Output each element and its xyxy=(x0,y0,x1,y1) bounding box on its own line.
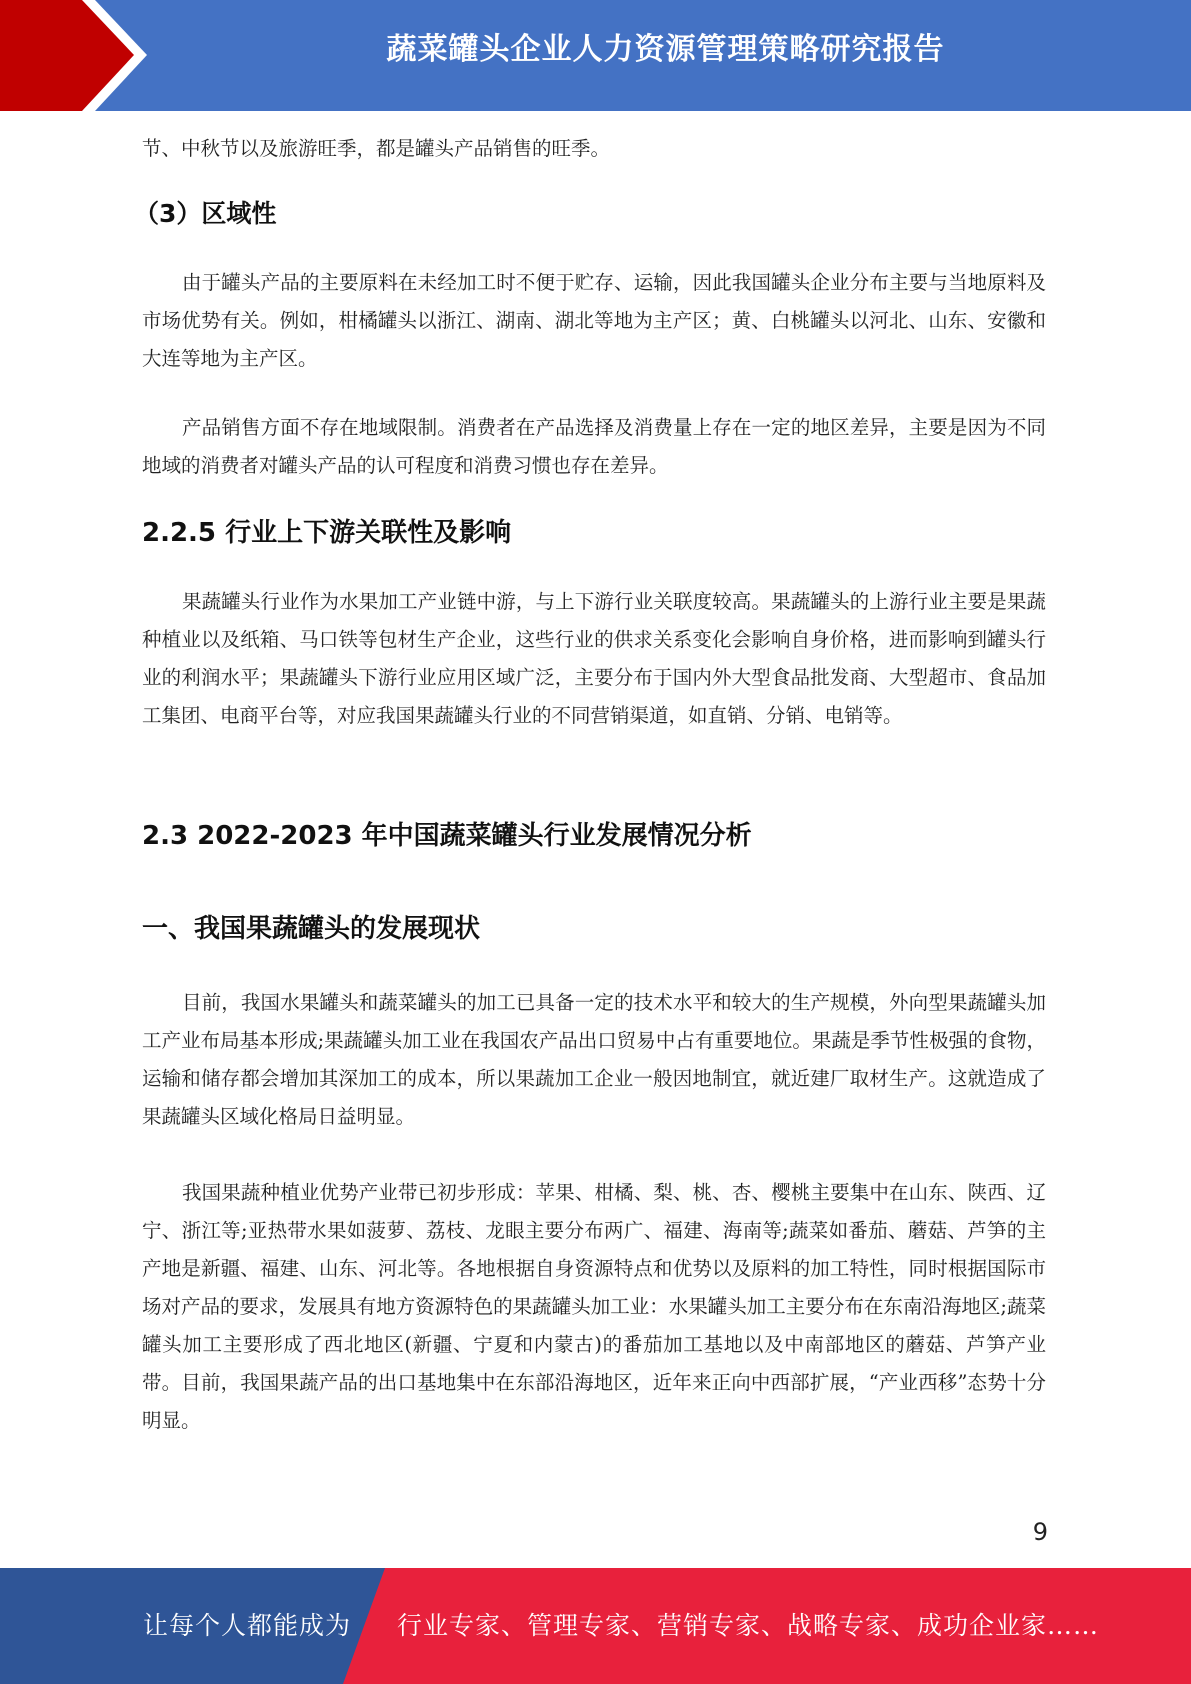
paragraph-industry-chain: 果蔬罐头行业作为水果加工产业链中游，与上下游行业关联度较高。果蔬罐头的上游行业主要是果蔬种植业以及纸箱、马口铁等包材生产企业，这些行业的供求关系变化会影响自身价格，进而影响到罐头行业的利润水平；果蔬罐头下游行业应用区域广泛，主要分布于国内外大型食品批发商、大型超市、食品加工集团、电商平台等，对应我国果蔬罐头行业的不同营销渠道，如直销、分销、电销等。 xyxy=(142,590,1046,727)
heading-regional: （3）区域性 xyxy=(134,199,277,228)
page-header xyxy=(0,0,1191,111)
heading-section-2-3: 2.3 2022-2023 年中国蔬菜罐头行业发展情况分析 xyxy=(142,821,752,851)
page-number: 9 xyxy=(1032,1518,1048,1546)
paragraph-regional-2: 产品销售方面不存在地域限制。消费者在产品选择及消费量上存在一定的地区差异，主要是因为不同地域的消费者对罐头产品的认可程度和消费习惯也存在差异。 xyxy=(142,416,1046,477)
footer-slogan-right: 行业专家、管理专家、营销专家、战略专家、成功企业家…… xyxy=(397,1611,1100,1640)
page-content xyxy=(134,130,1046,1440)
page-footer xyxy=(0,1568,1191,1684)
paragraph-regional-1: 由于罐头产品的主要原料在未经加工时不便于贮存、运输，因此我国罐头企业分布主要与当地原料及市场优势有关。例如，柑橘罐头以浙江、湖南、湖北等地为主产区；黄、白桃罐头以河北、山东、安徽和大连等地为主产区。 xyxy=(142,271,1046,370)
paragraph-status-1: 目前，我国水果罐头和蔬菜罐头的加工已具备一定的技术水平和较大的生产规模，外向型果蔬罐头加工产业布局基本形成;果蔬罐头加工业在我国农产品出口贸易中占有重要地位。果蔬是季节性极强的食物，运输和储存都会增加其深加工的成本，所以果蔬加工企业一般因地制宜，就近建厂取材生产。这就造成了果蔬罐头区域化格局日益明显。 xyxy=(142,991,1046,1128)
heading-section-2-2-5: 2.2.5 行业上下游关联性及影响 xyxy=(142,518,512,548)
continued-paragraph: 节、中秋节以及旅游旺季，都是罐头产品销售的旺季。 xyxy=(142,137,611,160)
heading-development-status: 一、我国果蔬罐头的发展现状 xyxy=(142,914,481,944)
paragraph-status-2: 我国果蔬种植业优势产业带已初步形成：苹果、柑橘、梨、桃、杏、樱桃主要集中在山东、陕西、辽宁、浙江等;亚热带水果如菠萝、荔枝、龙眼主要分布两广、福建、海南等;蔬菜如番茄、蘑菇、芦笋的主产地是新疆、福建、山东、河北等。各地根据自身资源特点和优势以及原料的加工特性，同时根据国际市场对产品的要求，发展具有地方资源特色的果蔬罐头加工业：水果罐头加工主要分布在东南沿海地区;蔬菜罐头加工主要形成了西北地区(新疆、宁夏和内蒙古)的番茄加工基地以及中南部地区的蘑菇、芦笋产业带。目前，我国果蔬产品的出口基地集中在东部沿海地区，近年来正向中西部扩展，“产业西移”态势十分明显。 xyxy=(142,1181,1046,1432)
footer-slogan-left: 让每个人都能成为 xyxy=(143,1611,352,1640)
report-title: 蔬菜罐头企业人力资源管理策略研究报告 xyxy=(386,32,945,67)
header-chevron-decoration xyxy=(0,0,160,111)
